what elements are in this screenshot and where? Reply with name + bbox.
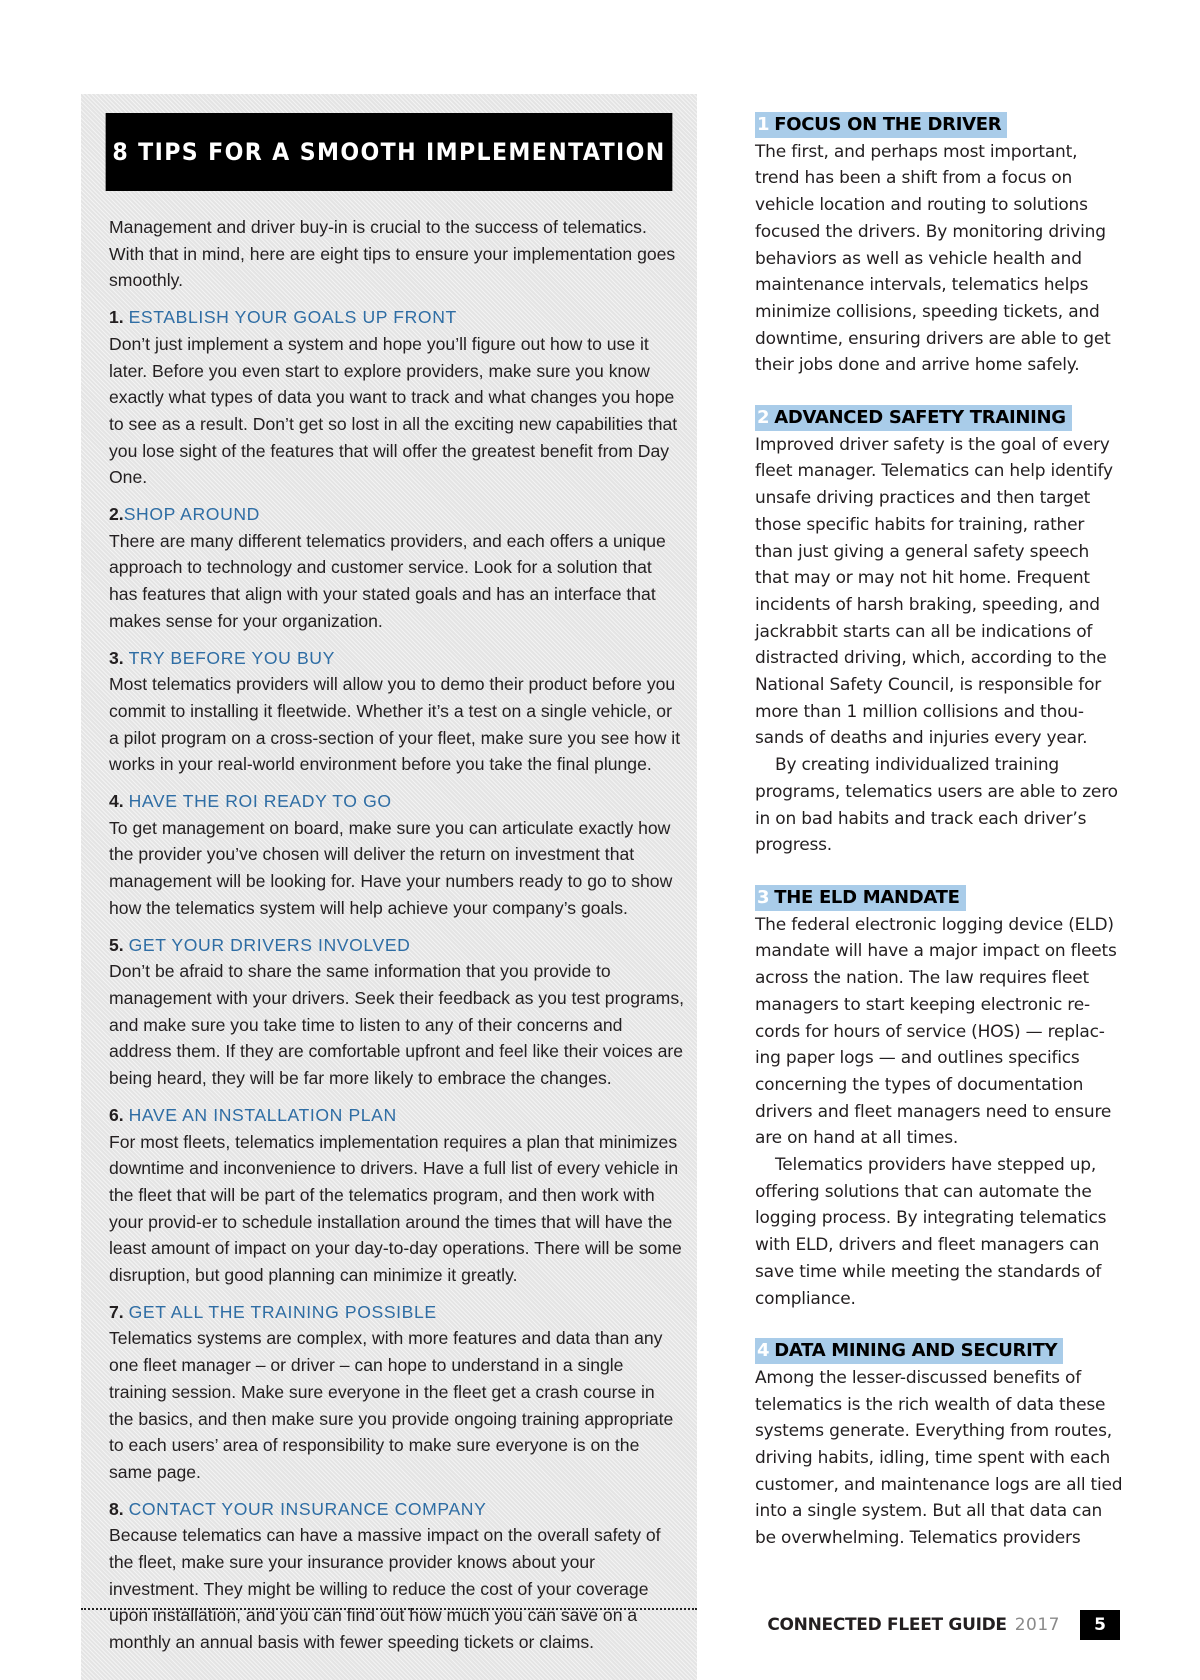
publication-title: CONNECTED FLEET GUIDE xyxy=(767,1615,1007,1635)
tip-7 xyxy=(109,1299,684,1486)
section-heading xyxy=(755,112,1007,138)
tips-sidebar xyxy=(81,94,697,1680)
section-focus-on-the-driver xyxy=(755,112,1125,379)
tip-number: 2. xyxy=(109,504,124,525)
tip-title: CONTACT YOUR INSURANCE COMPANY xyxy=(128,1498,487,1519)
tip-text: Telematics systems are complex, with more features and data than any one fleet manager – or driver – can hope to understand in a single training session. Make sure everyone in the fleet get a crash course in the basics, and then make sure you provide ongoing training appropriate to each users’ area of responsibility to make sure everyone is on the same page. xyxy=(109,1328,674,1482)
tip-text: Don’t be afraid to share the same information that you provide to management with your drivers. Seek their feedback as you test programs, and make sure you take time to listen to any of their concerns and address them. If they are comfortable upfront and feel like their voices are being heard, they will be far more likely to embrace the changes. xyxy=(109,961,685,1089)
section-paragraph: The federal electronic logging device (ELD) mandate will have a major impact on fleets across the nation. The law requires fleet managers to start keeping electronic re-cords for hours of service (HOS) — replac-ing paper logs — and outlines specifics concerning the types of documentation drivers and fleet managers need to ensure are on hand at all times. xyxy=(755,914,1117,1149)
section-number: 1 xyxy=(757,114,770,135)
section-heading xyxy=(755,885,966,911)
tip-number: 1. xyxy=(109,307,124,328)
section-paragraph: By creating individualized training programs, telematics users are able to zero in on bad habits and track each driver’s progress. xyxy=(755,755,1118,856)
publication-year: 2017 xyxy=(1014,1615,1060,1635)
section-title: FOCUS ON THE DRIVER xyxy=(774,114,1002,135)
tip-number: 4. xyxy=(109,791,124,812)
tip-number: 7. xyxy=(109,1301,124,1322)
section-title: DATA MINING AND SECURITY xyxy=(774,1340,1058,1362)
section-eld-mandate xyxy=(755,885,1125,1312)
section-data-mining-and-security xyxy=(755,1338,1125,1552)
tip-title: ESTABLISH YOUR GOALS UP FRONT xyxy=(128,307,457,328)
tip-4 xyxy=(109,788,684,922)
section-title: ADVANCED SAFETY TRAINING xyxy=(774,407,1066,429)
sidebar-intro: Management and driver buy-in is crucial to the success of telematics. With that in mind, here are eight tips to ensure your implementation goes smoothly. xyxy=(109,217,676,291)
tip-title: HAVE THE ROI READY TO GO xyxy=(128,791,392,812)
tip-text: For most fleets, telematics implementation requires a plan that minimizes downtime and inconvenience to drivers. Have a full list of every vehicle in the fleet that will be part of the telematics program, and then work with your provid-er to schedule installation around the times that will have the least amount of impact on your day-to-day operations. There will be some disruption, but good planning can minimize it greatly. xyxy=(109,1131,682,1286)
section-advanced-safety-training xyxy=(755,405,1125,859)
section-number: 2 xyxy=(757,407,770,429)
section-title: THE ELD MANDATE xyxy=(774,886,960,908)
tip-number: 6. xyxy=(109,1104,124,1125)
page-number: 5 xyxy=(1080,1610,1120,1640)
section-paragraph: Among the lesser-discussed benefits of telematics is the rich wealth of data these systems generate. Everything from routes, driving habits, idling, time spent with each customer, and maintenance logs are all tied into a single system. But all that data can be overwhelming. Telematics providers xyxy=(755,1367,1123,1549)
tip-title: HAVE AN INSTALLATION PLAN xyxy=(128,1104,397,1125)
tip-text: Most telematics providers will allow you to demo their product before you commit to installing it fleetwide. Whether it’s a test on a single vehicle, or a pilot program on a cross-section of your fleet, make sure you see how it works in your real-world environment before you take the final plunge. xyxy=(109,674,681,775)
tip-text: There are many different telematics providers, and each offers a unique approach to technology and customer service. Look for a solution that has features that align with your stated goals and has an interface that makes sense for your organization. xyxy=(109,530,666,631)
dotted-divider xyxy=(81,1608,697,1610)
tip-5 xyxy=(109,932,684,1092)
tip-number: 3. xyxy=(109,647,124,668)
tip-number: 8. xyxy=(109,1498,124,1519)
tip-3 xyxy=(109,645,684,779)
tip-text: Because telematics can have a massive impact on the overall safety of the fleet, make sure your insurance provider knows about your investment. They might be willing to reduce the cost of your coverage upon installation, and you can find out how much you can save on a monthly an annual basis with fewer speeding tickets or claims. xyxy=(109,1525,661,1653)
tip-title: GET YOUR DRIVERS INVOLVED xyxy=(128,934,411,955)
sidebar-body xyxy=(109,214,684,1666)
section-number: 3 xyxy=(757,886,770,908)
section-paragraph: Improved driver safety is the goal of every fleet manager. Telematics can help identify unsafe driving practices and then target those specific habits for training, rather than just giving a general safety speech that may or may not hit home. Frequent incidents of harsh braking, speeding, and jackrabbit starts can all be indications of distracted driving, which, according to the National Safety Council, is responsible for more than 1 million collisions and thou-sands of deaths and injuries every year. xyxy=(755,434,1113,749)
tip-1 xyxy=(109,304,684,491)
tip-8 xyxy=(109,1496,684,1656)
section-heading xyxy=(755,405,1072,431)
tip-title: SHOP AROUND xyxy=(123,504,260,525)
section-number: 4 xyxy=(757,1340,770,1362)
tip-text: Don’t just implement a system and hope you’ll figure out how to use it later. Before you even start to explore providers, make sure you know exactly what types of data you want to track and what changes you hope to see as a result. Don’t get so lost in all the exciting new capabilities that you lose sight of the features that will offer the greatest benefit from Day One. xyxy=(109,333,678,488)
tip-text: To get management on board, make sure you can articulate exactly how the provider you’ve chosen will deliver the return on investment that management will be looking for. Have your numbers ready to go to show how the telematics system will help achieve your company’s goals. xyxy=(109,817,673,918)
tip-6 xyxy=(109,1102,684,1289)
page-footer xyxy=(767,1610,1120,1640)
tip-title: TRY BEFORE YOU BUY xyxy=(128,647,335,668)
sidebar-title: 8 TIPS FOR A SMOOTH IMPLEMENTATION xyxy=(106,113,673,191)
section-paragraph: Telematics providers have stepped up, offering solutions that can automate the logging process. By integrating telematics with ELD, drivers and fleet managers can save time while meeting the standards of compliance. xyxy=(755,1155,1107,1309)
tip-number: 5. xyxy=(109,934,124,955)
section-heading xyxy=(755,1338,1063,1364)
section-paragraph: The first, and perhaps most important, trend has been a shift from a focus on vehicle location and routing to solutions focused the drivers. By monitoring driving behaviors as well as vehicle health and maintenance intervals, telematics helps minimize collisions, speeding tickets, and downtime, ensuring drivers are able to get their jobs done and arrive home safely. xyxy=(755,141,1111,376)
tip-2 xyxy=(109,501,684,635)
article-column xyxy=(755,112,1125,1578)
tip-title: GET ALL THE TRAINING POSSIBLE xyxy=(128,1301,437,1322)
